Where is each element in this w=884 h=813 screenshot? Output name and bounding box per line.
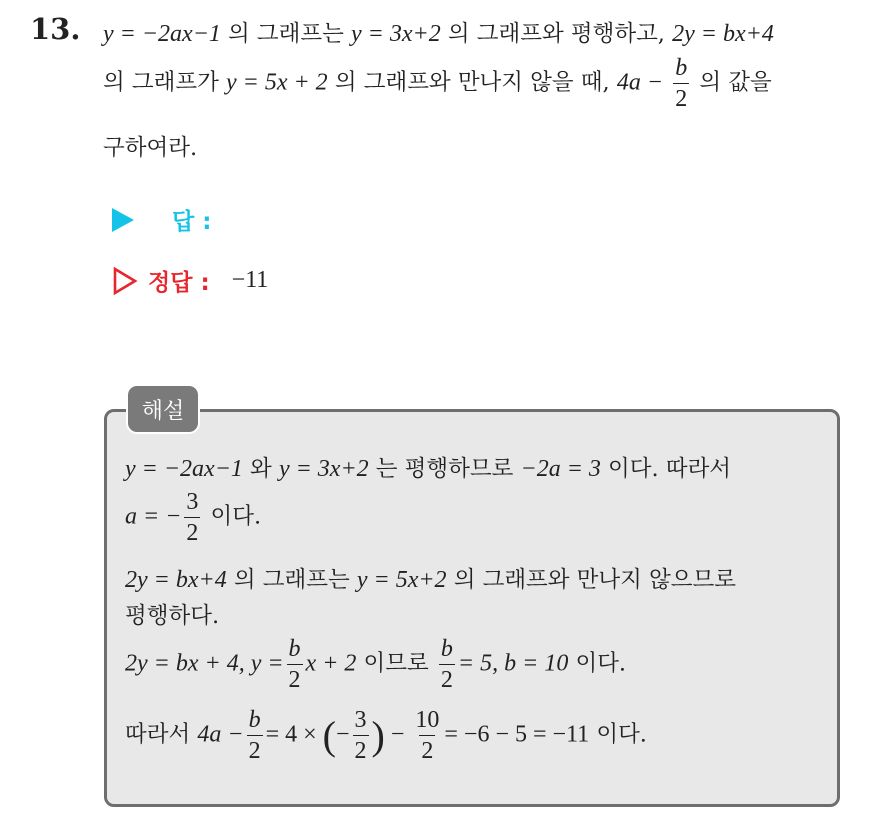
text: 의 그래프가 <box>103 69 226 96</box>
equation: 2y = bx+4 <box>672 21 774 47</box>
solution-line-6: 따라서 4a − $\frac{b}{2}$ = 4 × (− $\frac{3}{2}$ ) − $\frac{10}{2}$ = −6 − 5 = −11 이다. <box>125 707 647 764</box>
problem-line-3: 구하여라. <box>103 135 198 161</box>
equation: y = 3x+2 <box>351 21 441 47</box>
text: 의 그래프와 평행하고, <box>440 21 673 47</box>
problem-line-1 <box>103 16 774 48</box>
solution-line-1: y = −2ax−1 와 y = 3x+2 는 평행하므로 −2a = 3 이다. 따라서 <box>125 456 732 482</box>
text: 의 그래프는 <box>220 21 352 47</box>
equation: 4a − <box>616 69 664 96</box>
answer-label: 답 : <box>172 209 212 235</box>
problem-line-2 <box>103 56 772 111</box>
problem-number: 13. <box>30 12 81 46</box>
solution-line-3: 2y = bx+4 의 그래프는 y = 5x+2 의 그래프와 만나지 않으므로 <box>125 567 736 593</box>
equation: y = 5x + 2 <box>225 69 328 96</box>
fraction: $\frac{b}{2}$ <box>675 55 688 112</box>
answer-row <box>112 203 211 236</box>
equation: y = −2ax−1 <box>103 21 221 47</box>
text: 의 그래프와 만나지 않을 때, <box>327 69 617 96</box>
text: 의 값을 <box>692 69 772 96</box>
solution-line-4: 평행하다. <box>125 603 220 629</box>
solution-tab: 해설 <box>128 386 198 432</box>
solution-line-2: a = − $\frac{3}{2}$ 이다. <box>125 489 262 546</box>
correct-answer-value: −11 <box>231 267 269 293</box>
play-icon <box>112 208 134 232</box>
correct-answer-row <box>112 264 268 297</box>
triangle-outline-icon <box>112 266 138 296</box>
solution-line-5: 2y = bx + 4, y = $\frac{b}{2}$ x + 2 이므로 $\frac{b}{2}$ = 5, b = 10 이다. <box>125 636 627 693</box>
correct-answer-label: 정답 : <box>148 270 210 296</box>
